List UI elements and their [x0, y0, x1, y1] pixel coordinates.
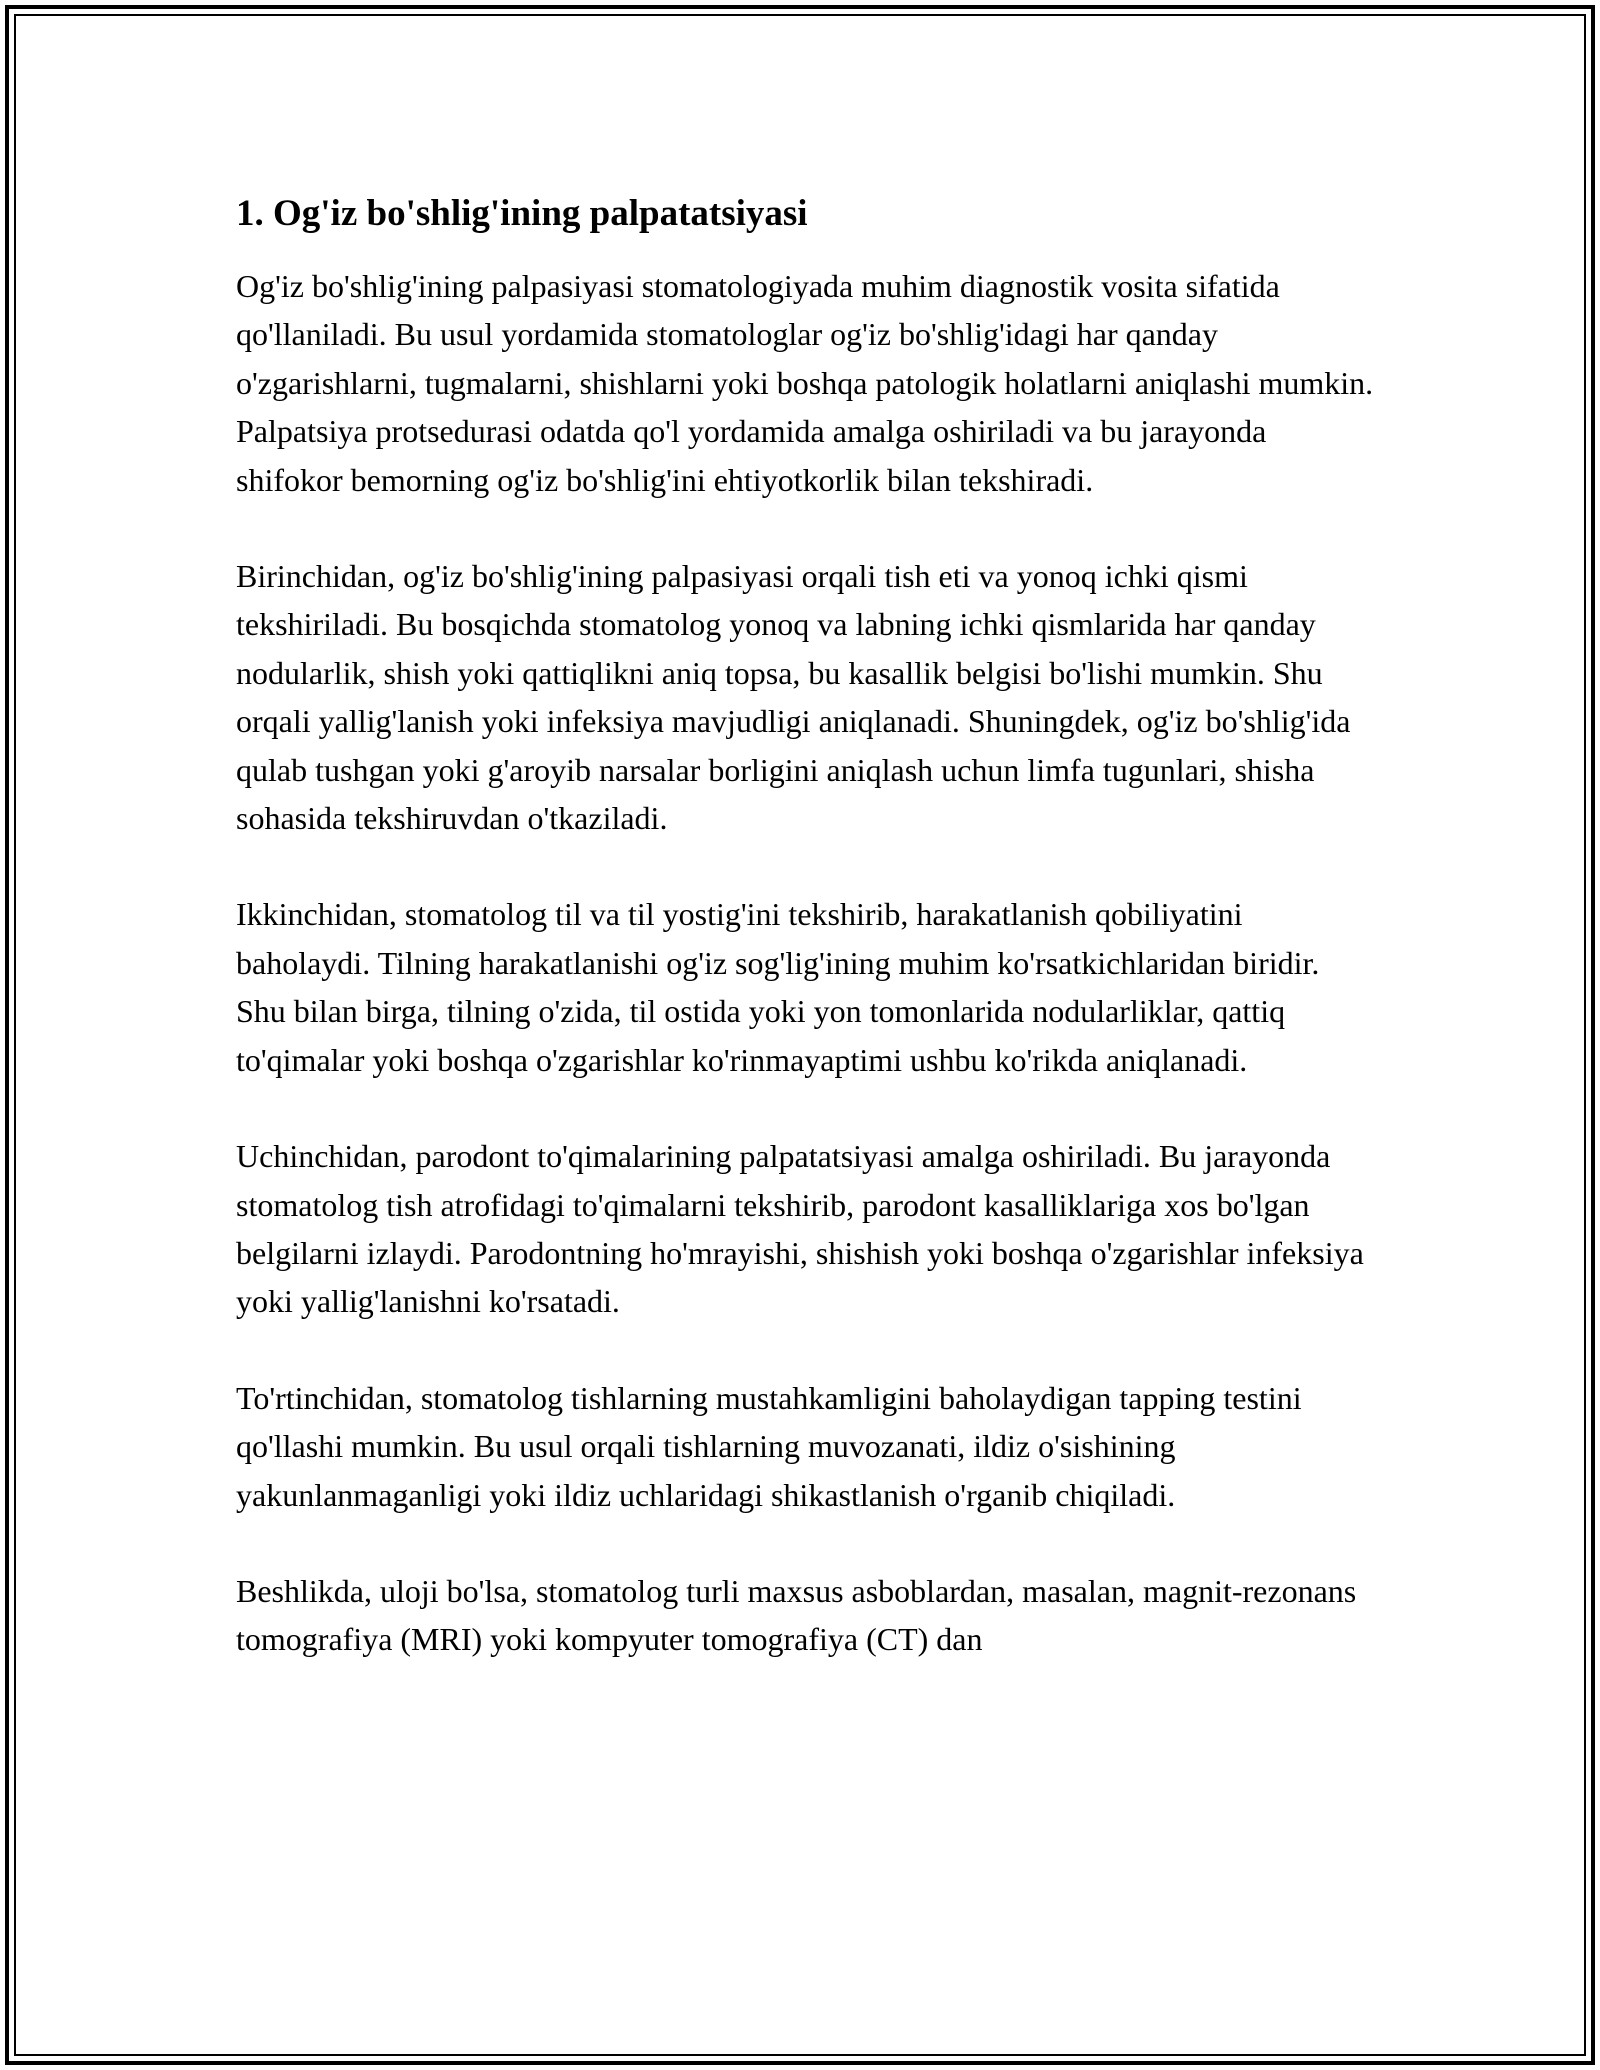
- document-body: [236, 186, 1376, 1664]
- paragraph-third: Uchinchidan, parodont to'qimalarining palpatatsiyasi amalga oshiriladi. Bu jarayonda stomatolog tish atrofidagi to'qimalarni tekshirib, parodont kasalliklariga xos bo'lgan belgilarni izlaydi. Parodontning ho'mrayishi, shishish yoki boshqa o'zgarishlar infeksiya yoki yallig'lanishni ko'rsatadi.: [236, 1138, 1364, 1320]
- paragraph-intro: Og'iz bo'shlig'ining palpasiyasi stomatologiyada muhim diagnostik vosita sifatida qo'llaniladi. Bu usul yordamida stomatologlar og'iz bo'shlig'idagi har qanday o'zgarishlarni, tugmalarni, shishlarni yoki boshqa patologik holatlarni aniqlashi mumkin. Palpatsiya protsedurasi odatda qo'l yordamida amalga oshiriladi va bu jarayonda shifokor bemorning og'iz bo'shlig'ini ehtiyotkorlik bilan tekshiradi.: [236, 268, 1374, 498]
- paragraph-second: Ikkinchidan, stomatolog til va til yostig'ini tekshirib, harakatlanish qobiliyatini baholaydi. Tilning harakatlanishi og'iz sog'lig'ining muhim ko'rsatkichlaridan biridir. Shu bilan birga, tilning o'zida, til ostida yoki yon tomonlarida nodularliklar, qattiq to'qimalar yoki boshqa o'zgarishlar ko'rinmayaptimi ushbu ko'rikda aniqlanadi.: [236, 896, 1320, 1078]
- paragraph-fifth: Beshlikda, uloji bo'lsa, stomatolog turli maxsus asboblardan, masalan, magnit-rezonans tomografiya (MRI) yoki kompyuter tomografiya (CT) dan: [236, 1572, 1357, 1658]
- paragraph-fourth: To'rtinchidan, stomatolog tishlarning mustahkamligini baholaydigan tapping testini qo'llashi mumkin. Bu usul orqali tishlarning muvozanati, ildiz o'sishining yakunlanmaganligi yoki ildiz uchlaridagi shikastlanish o'rganib chiqiladi.: [236, 1379, 1302, 1513]
- paragraph-first: Birinchidan, og'iz bo'shlig'ining palpasiyasi orqali tish eti va yonoq ichki qismi tekshiriladi. Bu bosqichda stomatolog yonoq va labning ichki qismlarida har qanday nodularlik, shish yoki qattiqlikni aniq topsa, bu kasallik belgisi bo'lishi mumkin. Shu orqali yallig'lanish yoki infeksiya mavjudligi aniqlanadi. Shuningdek, og'iz bo'shlig'ida qulab tushgan yoki g'aroyib narsalar borligini aniqlash uchun limfa tugunlari, shisha sohasida tekshiruvdan o'tkaziladi.: [236, 558, 1351, 837]
- section-heading: 1. Og'iz bo'shlig'ining palpatatsiyasi: [236, 193, 808, 234]
